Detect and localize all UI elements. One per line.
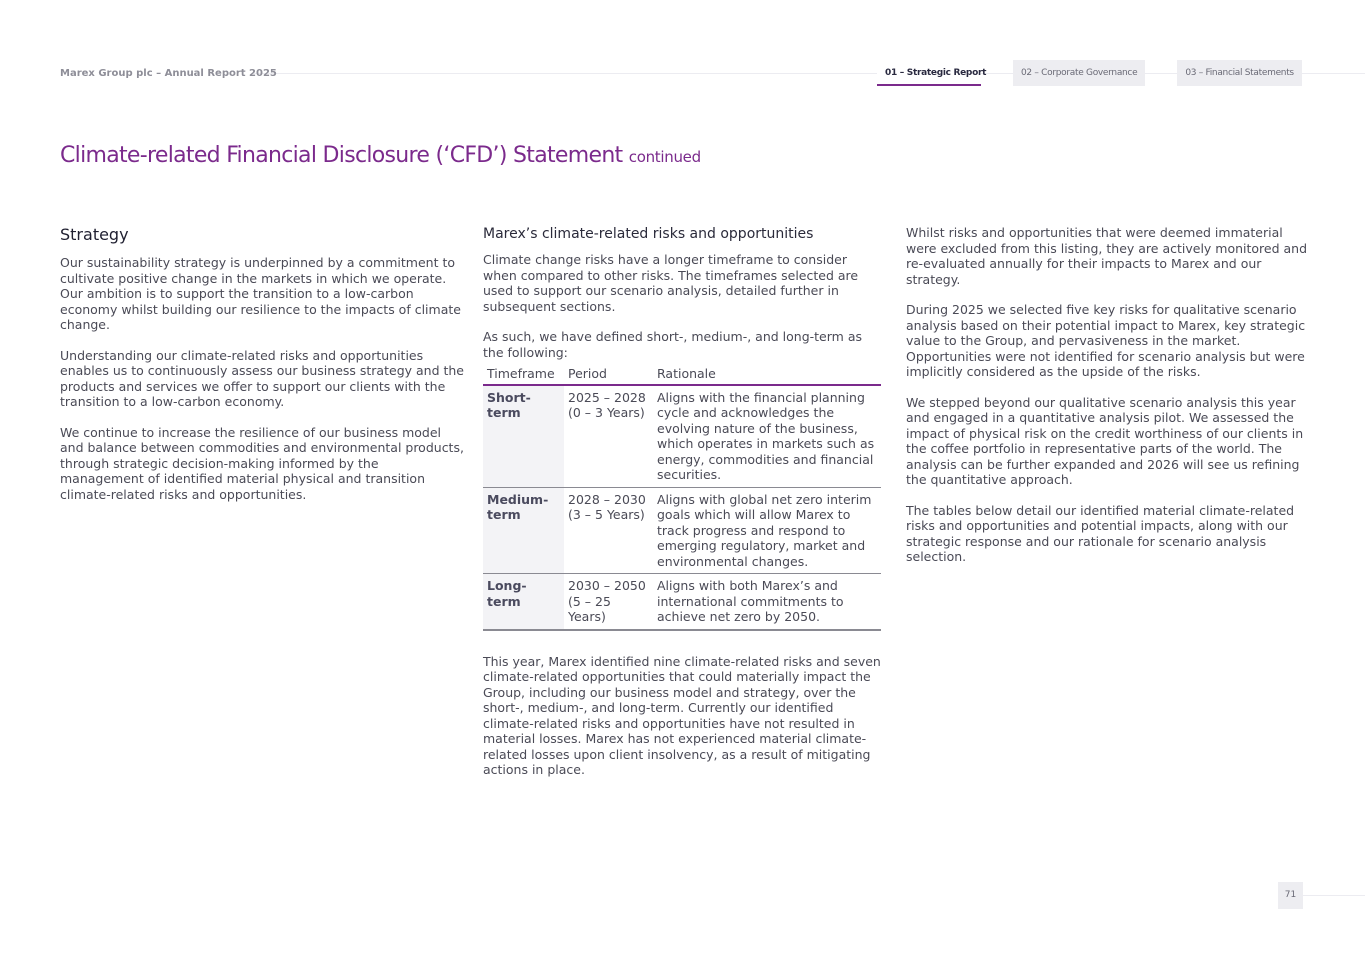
page-title-main: Climate-related Financial Disclosure (‘CFD’) Statement	[60, 143, 623, 168]
timeframe-table	[483, 364, 881, 631]
footer-divider	[1303, 895, 1365, 896]
strategy-heading: Strategy	[60, 225, 129, 244]
strategy-paragraph: We continue to increase the resilience of our business model and balance between commodities and environmental products, through strategic decision-making informed by the management of identified material physical and transition climate-related risks and opportunities.	[60, 424, 464, 502]
risks-intro-paragraph: Climate change risks have a longer timeframe to consider when compared to other risks. The timeframes selected are used to support our scenario analysis, detailed further in subsequent sections.	[483, 252, 859, 314]
tab-financial-statements[interactable]: 03 – Financial Statements	[1177, 60, 1302, 86]
rationale-cell: Aligns with the financial planning cycle and acknowledges the evolving nature of the business, which operates in markets such as energy, commodities and financial securities.	[653, 385, 881, 488]
scenario-paragraph: Whilst risks and opportunities that were deemed immaterial were excluded from this listing, they are actively monitored and re-evaluated annually for their impacts to Marex and our strategy.	[906, 225, 1308, 287]
tab-corporate-governance[interactable]: 02 – Corporate Governance	[1013, 60, 1145, 86]
tab-strategic-report[interactable]: 01 – Strategic Report	[877, 60, 981, 86]
risks-intro-paragraph: As such, we have defined short-, medium-, and long-term as the following:	[483, 329, 862, 360]
column-header-period: Period	[564, 364, 653, 385]
strategy-paragraph: Understanding our climate-related risks and opportunities enables us to continuously assess our business strategy and the products and services we offer to support our clients with the transition to a low-carbon economy.	[60, 347, 464, 409]
risks-column	[483, 225, 883, 793]
timeframe-cell: Long-term	[483, 574, 564, 630]
table-row	[483, 487, 881, 574]
table-row	[483, 385, 881, 488]
page-title	[60, 143, 701, 168]
rationale-cell: Aligns with global net zero interim goals which will allow Marex to track progress and respond to emerging regulatory, market and environmental changes.	[653, 487, 881, 574]
column-header-timeframe: Timeframe	[483, 364, 564, 385]
period-cell: 2028 – 2030 (3 – 5 Years)	[564, 487, 653, 574]
report-name: Marex Group plc – Annual Report 2025	[60, 68, 277, 79]
period-cell: 2025 – 2028 (0 – 3 Years)	[564, 385, 653, 488]
table-header-row	[483, 364, 881, 385]
scenario-paragraph: The tables below detail our identified material climate-related risks and opportunities and potential impacts, along with our strategic response and our rationale for scenario analysis selection.	[906, 502, 1295, 564]
scenario-column	[906, 225, 1311, 580]
scenario-paragraph: We stepped beyond our qualitative scenario analysis this year and engaged in a quantitative analysis pilot. We assessed the impact of physical risk on the credit worthiness of our clients in the coffee portfolio in representative parts of the world. The analysis can be further expanded and 2026 will see us refining the quantitative approach.	[906, 394, 1304, 487]
rationale-cell: Aligns with both Marex’s and international commitments to achieve net zero by 2050.	[653, 574, 881, 630]
period-cell: 2030 – 2050 (5 – 25 Years)	[564, 574, 653, 630]
timeframe-cell: Short-term	[483, 385, 564, 488]
strategy-column	[60, 225, 465, 517]
timeframe-cell: Medium-term	[483, 487, 564, 574]
risks-heading: Marex’s climate-related risks and opportunities	[483, 226, 814, 242]
page-number: 71	[1278, 882, 1303, 909]
page-title-suffix: continued	[628, 148, 701, 166]
scenario-paragraph: During 2025 we selected five key risks for qualitative scenario analysis based on their potential impact to Marex, key strategic value to the Group, and pervasiveness in the market. Opportunities were not identified for scenario analysis but were implicitly considered as the upside of the risks.	[906, 302, 1306, 379]
table-row	[483, 574, 881, 630]
column-header-rationale: Rationale	[653, 364, 881, 385]
risks-closing-paragraph: This year, Marex identified nine climate-related risks and seven climate-related opportunities that could materially impact the Group, including our business model and strategy, over the short-, medium-, and long-term. Currently our identified climate-related risks and opportunities have not resulted in material losses. Marex has not experienced material climate-related losses upon client insolvency, as a result of mitigating actions in place.	[483, 653, 881, 777]
strategy-paragraph: Our sustainability strategy is underpinned by a commitment to cultivate positive change in the markets in which we operate. Our ambition is to support the transition to a low-carbon economy whilst building our resilience to the impacts of climate change.	[60, 255, 461, 332]
section-tabs	[877, 60, 1302, 86]
